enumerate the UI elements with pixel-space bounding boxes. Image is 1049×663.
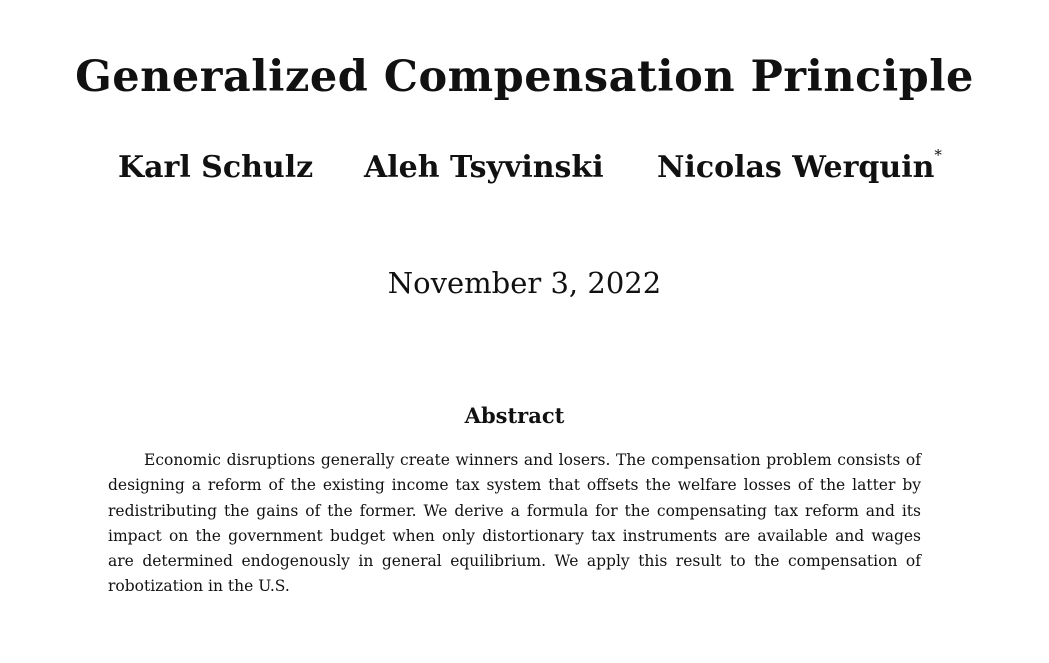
abstract-line: Economic disruptions generally create winners and losers. The compensation problem consists of (144, 451, 921, 469)
author-name (657, 146, 942, 185)
abstract-body (108, 448, 921, 600)
abstract-heading: Abstract (464, 403, 565, 428)
author-name (118, 150, 313, 185)
paper-title: Generalized Compensation Principle (75, 52, 974, 102)
author-list (0, 146, 1049, 190)
abstract-line: robotization in the U.S. (108, 577, 290, 596)
author-name (364, 150, 604, 185)
abstract-line: redistributing the gains of the former. We derive a formula for the compensating tax reform and its (108, 501, 921, 520)
abstract-line: designing a reform of the existing income tax system that offsets the welfare losses of the latter by (108, 476, 921, 495)
footnote-mark[interactable]: * (934, 146, 942, 164)
paper-date: November 3, 2022 (387, 266, 662, 300)
author-name-text: Aleh Tsyvinski (364, 150, 604, 185)
abstract-line: are determined endogenously in general equilibrium. We apply this result to the compensation of (108, 552, 921, 571)
abstract-line: impact on the government budget when only distortionary tax instruments are available and wages (108, 526, 921, 545)
author-name-text: Karl Schulz (118, 150, 314, 185)
author-name-text: Nicolas Werquin (657, 150, 935, 185)
